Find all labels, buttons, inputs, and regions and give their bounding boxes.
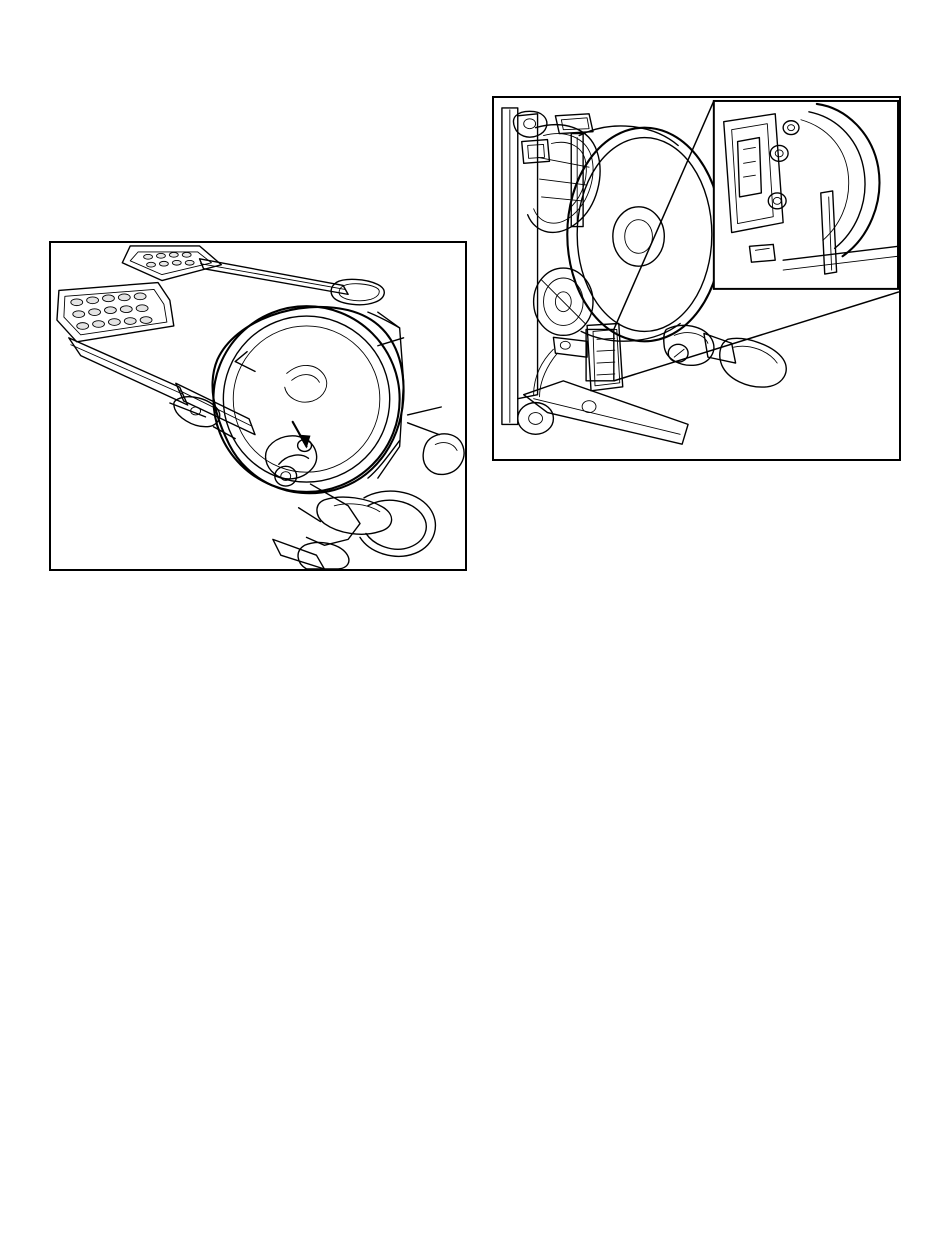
handlebar (360, 434, 464, 556)
arrow-pointer-pivot (293, 422, 311, 449)
console-panel (122, 246, 221, 281)
upper-pivot-bracket (331, 279, 384, 304)
elliptical-exerciser-side-view (49, 241, 467, 571)
upper-bracket (513, 111, 549, 163)
flywheel-assembly-detail-view (492, 96, 901, 461)
crank-arm (266, 436, 317, 486)
upper-frame-tube (200, 259, 349, 295)
magnified-detail-inset (714, 101, 898, 289)
rear-foot-roller (273, 539, 349, 569)
flywheel (213, 306, 399, 492)
resistance-bracket-plate (555, 114, 593, 227)
footpad-pedal (57, 283, 174, 342)
upright-frame (502, 108, 538, 424)
left-figure-lineart (51, 243, 465, 569)
frame-base (518, 381, 688, 444)
right-figure-lineart (494, 98, 899, 459)
flywheel (567, 126, 721, 341)
axle-and-grip (664, 325, 787, 387)
